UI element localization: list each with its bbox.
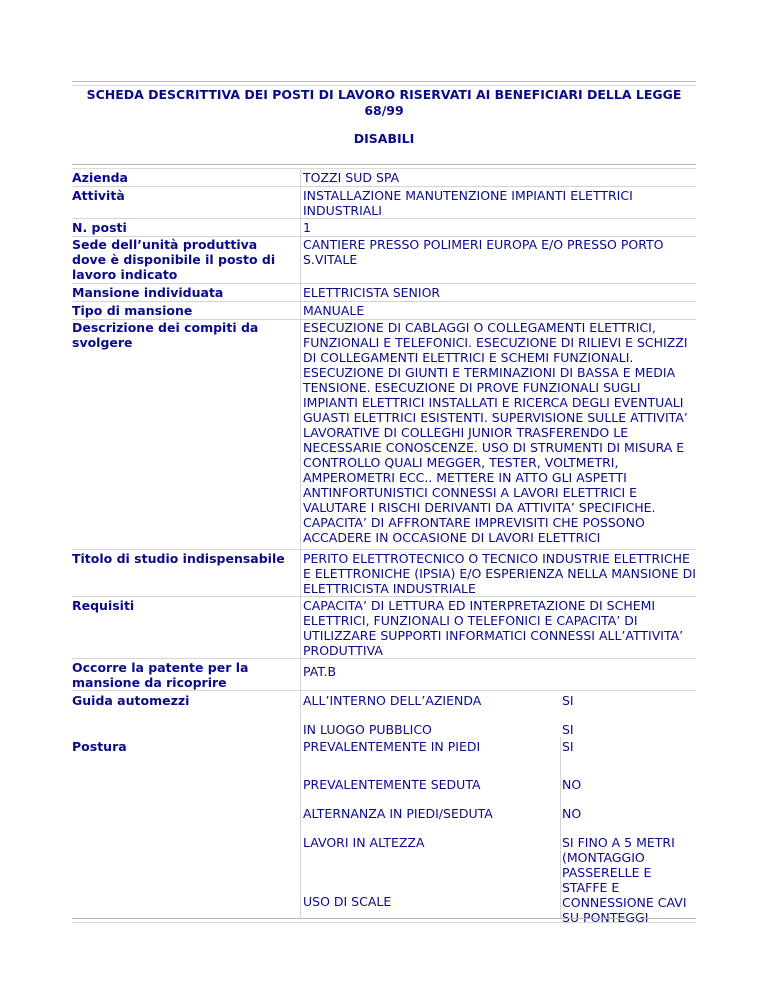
guida-pubblico-text: IN LUOGO PUBBLICO xyxy=(303,722,432,737)
postura-altezza-text: LAVORI IN ALTEZZA xyxy=(303,835,425,850)
value-patente: PAT.B xyxy=(300,658,696,690)
label-postura: Postura xyxy=(72,739,127,754)
value-mansione: ELETTRICISTA SENIOR xyxy=(300,283,696,301)
label-azienda: Azienda xyxy=(72,170,128,185)
value-descrizione: ESECUZIONE DI CABLAGGI O COLLEGAMENTI ELETTRICI, FUNZIONALI E TELEFONICI. ESECUZIONE DI RILIEVI E SCHIZZI DI COLLEGAMENTI ELETTRICI E SCHEMI FUNZIONALI. ESECUZIONE DI GIUNTI E TERMINAZIONI DI BASSA E MEDIA TENSIONE. ESECUZIONE DI PROVE FUNZIONALI SUGLI IMPIANTI ELETTRICI INSTALLATI E RICERCA DEGLI EVENTUALI GUASTI ELETTRICI ESISTENTI. SUPERVISIONE SULLE ATTIVITA’ LAVORATIVE DI COLLEGHI JUNIOR TRASFERENDO LE NECESSARIE CONOSCENZE. USO DI STRUMENTI DI MISURA E CONTROLLO QUALI MEGGER, TESTER, VOLTMETRI, AMPEROMETRI ECC.. METTERE IN ATTO GLI ASPETTI ANTINFORTUNISTICI CONNESSI A LAVORI ELETTRICI E VALUTARE I RISCHI DERIVANTI DA ATTIVITA’ SPECIFICHE. CAPACITA’ DI AFFRONTARE IMPREVISITI CHE POSSONO ACCADERE IN OCCASIONE DI LAVORI ELETTRICI xyxy=(300,319,696,549)
postura-seduta-answer: NO xyxy=(562,777,582,792)
column-divider xyxy=(300,737,301,918)
document-subtitle: DISABILI xyxy=(353,131,415,146)
value-attivita: INSTALLAZIONE MANUTENZIONE IMPIANTI ELETTRICI INDUSTRIALI xyxy=(300,186,696,218)
label-requisiti: Requisiti xyxy=(72,598,135,613)
label-attivita: Attività xyxy=(72,188,125,203)
label-sede: Sede dell’unità produttiva dove è disponibile il posto di lavoro indicato xyxy=(72,237,276,282)
value-requisiti: CAPACITA’ DI LETTURA ED INTERPRETAZIONE DI SCHEMI ELETTRICI, FUNZIONALI O TELEFONICI E CAPACITA’ DI UTILIZZARE SUPPORTI INFORMATICI CONNESSI ALL’ATTIVITA’ PRODUTTIVA xyxy=(300,596,696,658)
postura-alternanza-answer: NO xyxy=(562,806,582,821)
value-n-posti: 1 xyxy=(300,218,696,236)
postura-in-piedi-text: PREVALENTEMENTE IN PIEDI xyxy=(303,739,481,754)
postura-alternanza-text: ALTERNANZA IN PIEDI/SEDUTA xyxy=(303,806,493,821)
bottom-rule xyxy=(72,918,696,923)
label-guida-automezzi: Guida automezzi xyxy=(72,693,190,708)
row-guida-automezzi xyxy=(72,690,696,737)
row-azienda xyxy=(72,168,696,187)
row-tipo-mansione xyxy=(72,301,696,320)
answer-column-divider xyxy=(560,737,561,918)
row-sede xyxy=(72,236,696,284)
guida-interno-answer: SI xyxy=(562,693,574,708)
value-tipo-mansione: MANUALE xyxy=(300,301,696,319)
value-azienda: TOZZI SUD SPA xyxy=(300,168,696,186)
row-patente xyxy=(72,658,696,691)
row-n-posti xyxy=(72,218,696,237)
postura-in-piedi-answer: SI xyxy=(562,739,574,754)
value-sede: CANTIERE PRESSO POLIMERI EUROPA E/O PRESSO PORTO S.VITALE xyxy=(300,236,696,283)
row-requisiti xyxy=(72,596,696,659)
row-descrizione xyxy=(72,319,696,550)
column-divider xyxy=(300,690,301,737)
guida-interno-text: ALL’INTERNO DELL’AZIENDA xyxy=(303,693,482,708)
label-descrizione: Descrizione dei compiti da svolgere xyxy=(72,320,259,350)
guida-pubblico-answer: SI xyxy=(562,722,574,737)
top-rule xyxy=(72,81,696,86)
postura-altezza-answer: SI FINO A 5 METRI (MONTAGGIO PASSERELLE E STAFFE E CONNESSIONE CAVI SU PONTEGGI xyxy=(562,835,687,925)
postura-seduta-text: PREVALENTEMENTE SEDUTA xyxy=(303,777,481,792)
row-mansione xyxy=(72,283,696,302)
label-tipo-mansione: Tipo di mansione xyxy=(72,303,193,318)
label-patente: Occorre la patente per la mansione da ricoprire xyxy=(72,660,249,690)
row-attivita xyxy=(72,186,696,219)
label-n-posti: N. posti xyxy=(72,220,127,235)
label-mansione: Mansione individuata xyxy=(72,285,224,300)
row-titolo-studio xyxy=(72,549,696,597)
row-postura xyxy=(72,737,696,925)
value-titolo-studio: PERITO ELETTROTECNICO O TECNICO INDUSTRIE ELETTRICHE E ELETTRONICHE (IPSIA) E/O ESPERIENZA NELLA MANSIONE DI ELETTRICISTA INDUSTRIALE xyxy=(300,549,696,596)
postura-scale-text: USO DI SCALE xyxy=(303,894,392,909)
document-title: SCHEDA DESCRITTIVA DEI POSTI DI LAVORO RISERVATI AI BENEFICIARI DELLA LEGGE 68/99 xyxy=(86,87,682,118)
label-titolo-studio: Titolo di studio indispensabile xyxy=(72,551,285,566)
